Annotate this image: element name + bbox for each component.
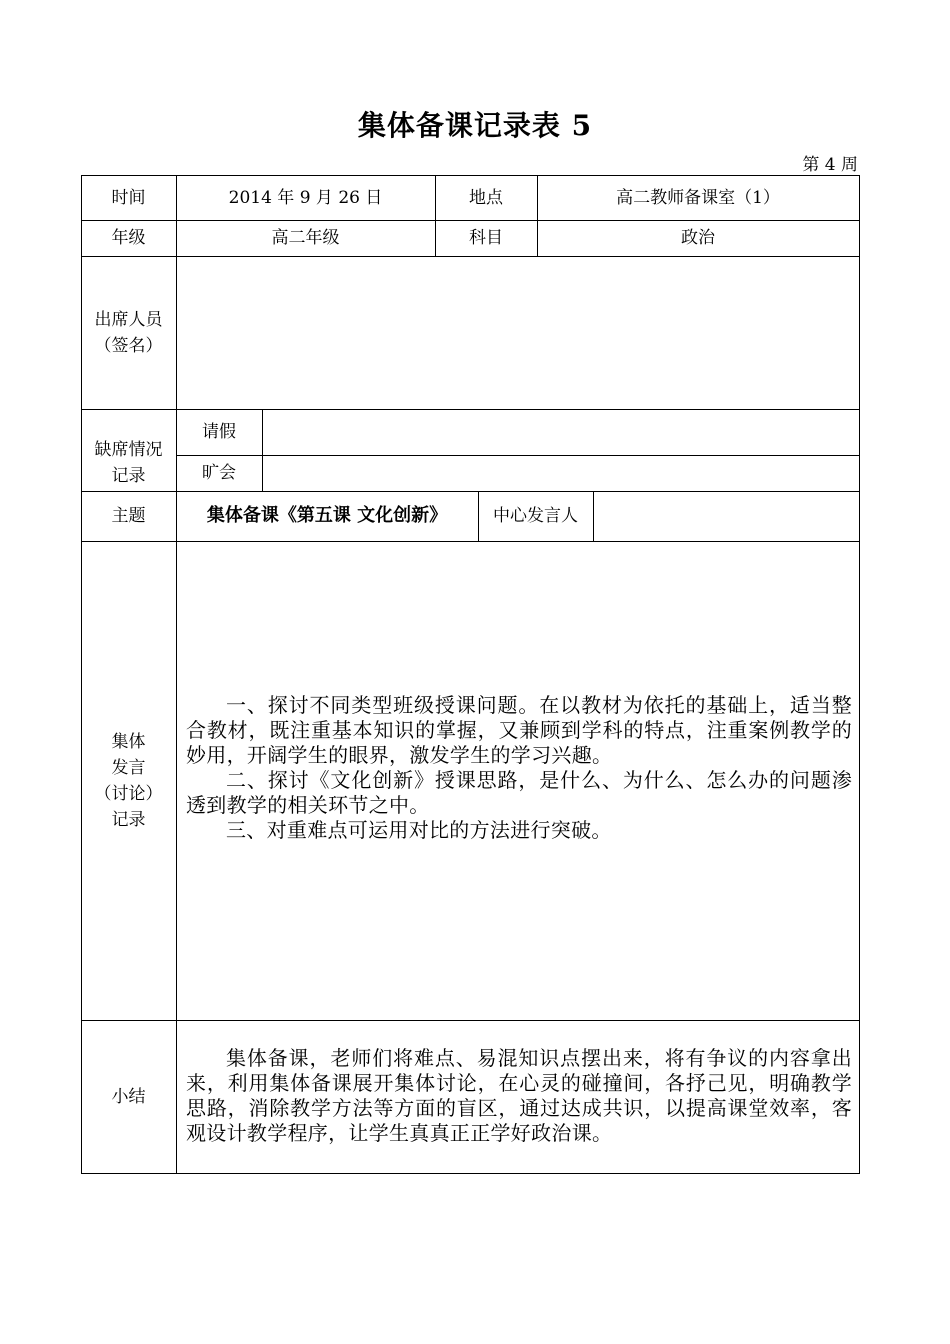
- attendees-label-line2: （签名）: [94, 335, 163, 356]
- discussion-label: [81, 541, 176, 1020]
- discussion-label-line4: 记录: [111, 809, 146, 830]
- summary-text: [186, 1046, 852, 1146]
- absence-label-line2: 记录: [111, 466, 146, 486]
- leave-label: 请假: [202, 422, 236, 442]
- summary-label: 小结: [111, 1086, 146, 1107]
- attendees-label-line1: 出席人员: [94, 309, 163, 330]
- topic-value: 集体备课《第五课 文化创新》: [206, 505, 448, 526]
- speaker-label: 中心发言人: [493, 506, 578, 526]
- discussion-paragraph: 二、探讨《文化创新》授课思路，是什么、为什么、怎么办的问题渗透到教学的相关环节之中。: [186, 768, 852, 817]
- discussion-label-line1: 集体: [111, 731, 146, 752]
- attendees-label: [81, 256, 176, 409]
- attendees-signature-area[interactable]: [176, 256, 859, 409]
- truant-label: 旷会: [202, 463, 236, 483]
- discussion-paragraph: 三、对重难点可运用对比的方法进行突破。: [226, 818, 612, 842]
- summary-paragraph: 集体备课，老师们将难点、易混知识点摆出来，将有争议的内容拿出来，利用集体备课展开集体讨论，在心灵的碰撞间，各抒己见，明确教学思路，消除教学方法等方面的盲区，通过达成共识，以提高课堂效率，客观设计教学程序，让学生真真正正学好政治课。: [186, 1046, 852, 1145]
- place-label: 地点: [469, 187, 503, 208]
- discussion-paragraph: 一、探讨不同类型班级授课问题。在以教材为依托的基础上，适当整合教材，既注重基本知识的掌握，又兼顾到学科的特点，注重案例教学的妙用，开阔学生的眼界，激发学生的学习兴趣。: [186, 693, 852, 767]
- time-label: 时间: [111, 187, 146, 208]
- speaker-value[interactable]: [593, 491, 859, 541]
- topic-label: 主题: [111, 506, 146, 526]
- row-divider: [81, 1020, 860, 1021]
- discussion-record: [186, 693, 852, 843]
- subject-label: 科目: [469, 228, 503, 248]
- place-value: 高二教师备课室（1）: [616, 187, 780, 208]
- grade-label: 年级: [111, 228, 146, 248]
- grade-value: 高二年级: [271, 228, 340, 248]
- week-number: 第 4 周: [802, 155, 858, 175]
- time-value: 2014 年 9 月 26 日: [228, 187, 383, 208]
- discussion-label-line2: 发言: [111, 757, 146, 778]
- document-title: 集体备课记录表 5: [357, 109, 593, 142]
- absence-label-line1: 缺席情况: [94, 440, 163, 460]
- subject-value: 政治: [681, 228, 715, 248]
- row-divider: [81, 541, 860, 542]
- leave-value[interactable]: [262, 409, 859, 455]
- table-border-right: [859, 175, 860, 1173]
- table-border-bottom: [81, 1173, 860, 1174]
- discussion-label-line3: （讨论）: [94, 783, 163, 804]
- truant-value[interactable]: [262, 455, 859, 491]
- absence-label: [81, 409, 176, 491]
